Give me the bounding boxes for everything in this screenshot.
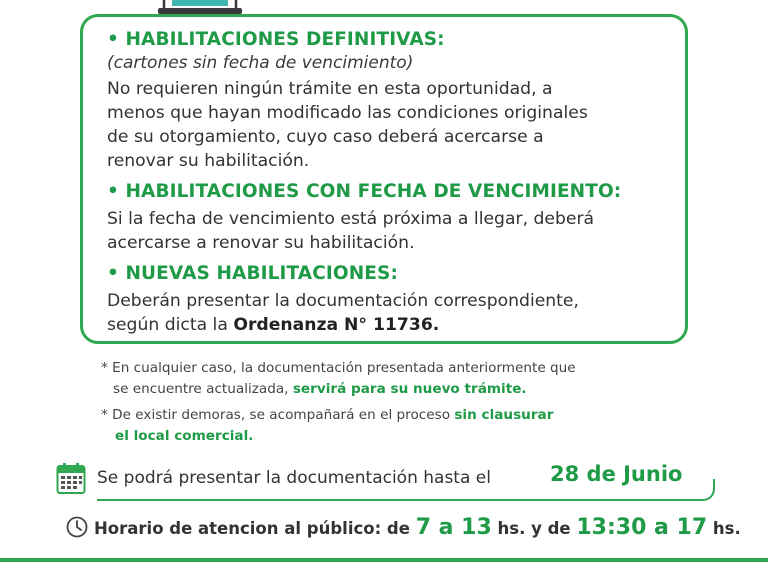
note-text: se encuentre actualizada, bbox=[113, 381, 293, 397]
note-highlight: el local comercial. bbox=[115, 428, 254, 444]
hours-morning: 7 a 13 bbox=[415, 515, 492, 540]
paragraph-line: renovar su habilitación. bbox=[107, 151, 310, 171]
paragraph-line: Si la fecha de vencimiento está próxima a llegar, deberá bbox=[107, 209, 595, 229]
section-heading-definitivas: • HABILITACIONES DEFINITIVAS: bbox=[107, 29, 445, 50]
paragraph-line: Deberán presentar la documentación correspondiente, bbox=[107, 291, 579, 311]
deadline-text: Se podrá presentar la documentación hasta el bbox=[97, 468, 491, 488]
section-subheading: (cartones sin fecha de vencimiento) bbox=[107, 53, 414, 73]
hours-prefix: Horario de atencion al público: de bbox=[94, 519, 416, 538]
section-heading-nuevas: • NUEVAS HABILITACIONES: bbox=[107, 263, 398, 284]
ordinance-reference: Ordenanza N° 11736. bbox=[233, 315, 440, 335]
paragraph-line: de su otorgamiento, cuyo caso deberá acercarse a bbox=[107, 127, 544, 147]
note-line bbox=[101, 405, 553, 426]
paragraph-line: menos que hayan modificado las condiciones originales bbox=[107, 103, 588, 123]
section-heading-vencimiento: • HABILITACIONES CON FECHA DE VENCIMIENTO: bbox=[107, 181, 622, 202]
calendar-icon bbox=[56, 462, 86, 495]
hours-mid: hs. y de bbox=[491, 519, 577, 538]
paragraph-line: No requieren ningún trámite en esta oportunidad, a bbox=[107, 79, 553, 99]
ordinance-prefix: según dicta la bbox=[107, 315, 234, 335]
paragraph-line bbox=[107, 313, 439, 337]
opening-hours bbox=[94, 515, 741, 540]
note-documentation bbox=[101, 358, 576, 400]
hours-suffix: hs. bbox=[707, 519, 741, 538]
note-highlight: servirá para su nuevo trámite. bbox=[292, 381, 527, 397]
hours-afternoon: 13:30 a 17 bbox=[576, 515, 708, 540]
note-line bbox=[101, 426, 553, 447]
note-text: * De existir demoras, se acompañará en el proceso bbox=[101, 407, 455, 423]
clock-icon bbox=[66, 516, 88, 538]
note-line bbox=[101, 379, 576, 400]
deadline-date: 28 de Junio bbox=[550, 462, 683, 486]
paragraph-line: acercarse a renovar su habilitación. bbox=[107, 233, 415, 253]
info-box bbox=[80, 14, 688, 344]
bottom-band bbox=[0, 558, 768, 562]
note-line: * En cualquier caso, la documentación presentada anteriormente que bbox=[101, 360, 576, 376]
note-highlight: sin clausurar bbox=[454, 407, 554, 423]
note-delays bbox=[101, 405, 553, 447]
